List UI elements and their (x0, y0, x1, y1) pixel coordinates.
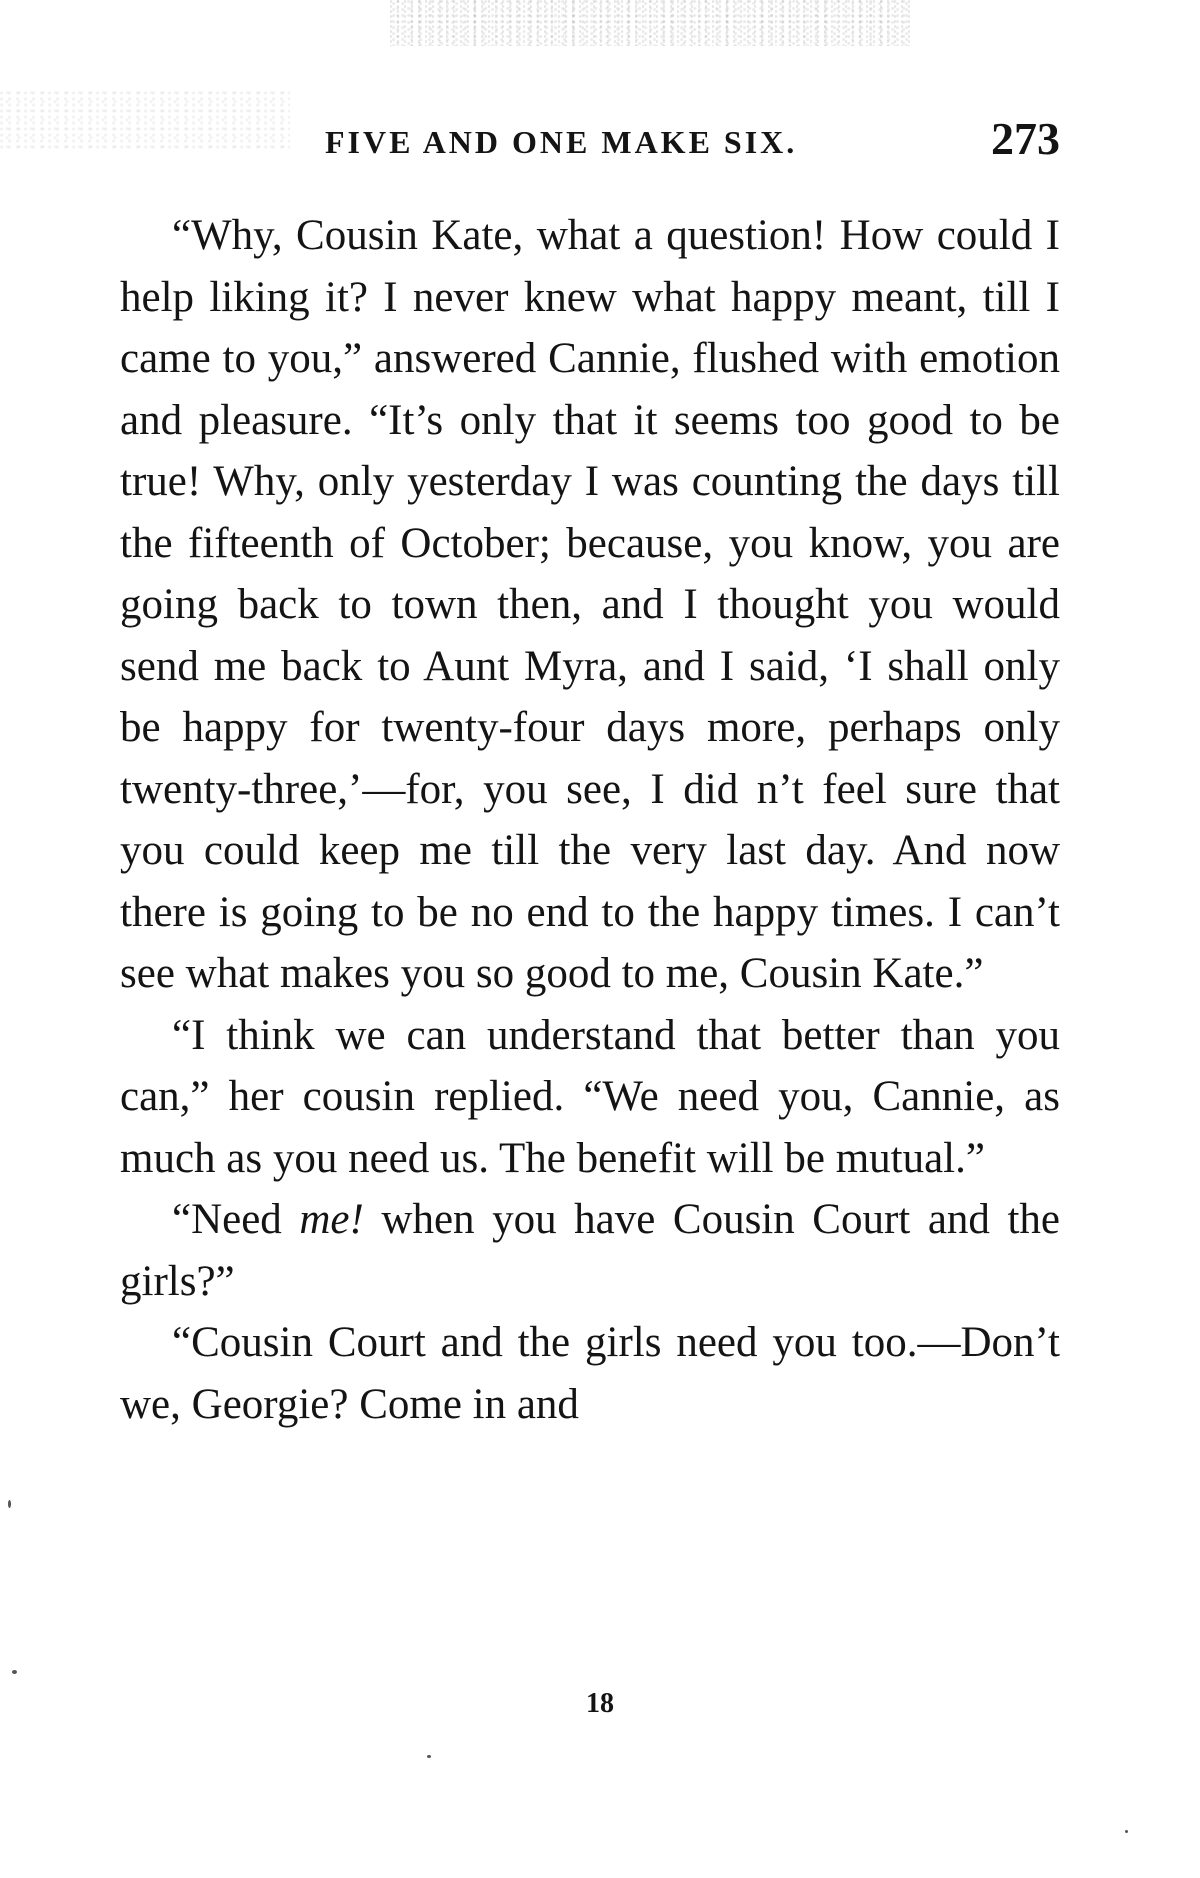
body-text (120, 205, 1060, 1435)
scan-speck (8, 1500, 11, 1508)
emphasis-text: me! (299, 1196, 364, 1243)
paragraph (120, 1189, 1060, 1312)
paragraph-text: when you have Cousin Court and the girls?” (120, 1196, 1060, 1305)
paragraph-text: “Need (172, 1196, 300, 1243)
running-title: FIVE AND ONE MAKE SIX. (325, 124, 798, 160)
paragraph: “I think we can understand that better than you can,” her cousin replied. “We need you, Cannie, as much as you need us. The benefit will be mutual.” (120, 1011, 1060, 1182)
signature-mark: 18 (586, 1688, 614, 1719)
running-head (120, 112, 1060, 172)
scan-speck (427, 1755, 431, 1758)
scan-speck (12, 1670, 17, 1674)
scan-noise (390, 0, 910, 46)
paragraph: “Cousin Court and the girls need you too.—Don’t we, Georgie? Come in and (120, 1319, 1060, 1428)
scan-speck (1125, 1830, 1128, 1833)
page-number: 273 (991, 113, 1060, 164)
paragraph: “Why, Cousin Kate, what a question! How could I help liking it? I never knew what happy meant, till I came to you,” answered Cannie, flushed with emotion and pleasure. “It’s only that it seems too good to be true! Why, only yesterday I was counting the days till the fifteenth of October; because, you know, you are going back to town then, and I thought you would send me back to Aunt Myra, and I said, ‘I shall only be happy for twenty-four days more, perhaps only twenty-three,’—for, you see, I did n’t feel sure that you could keep me till the very last day. And now there is going to be no end to the happy times. I can’t see what makes you so good to me, Cousin Kate.” (120, 212, 1060, 997)
